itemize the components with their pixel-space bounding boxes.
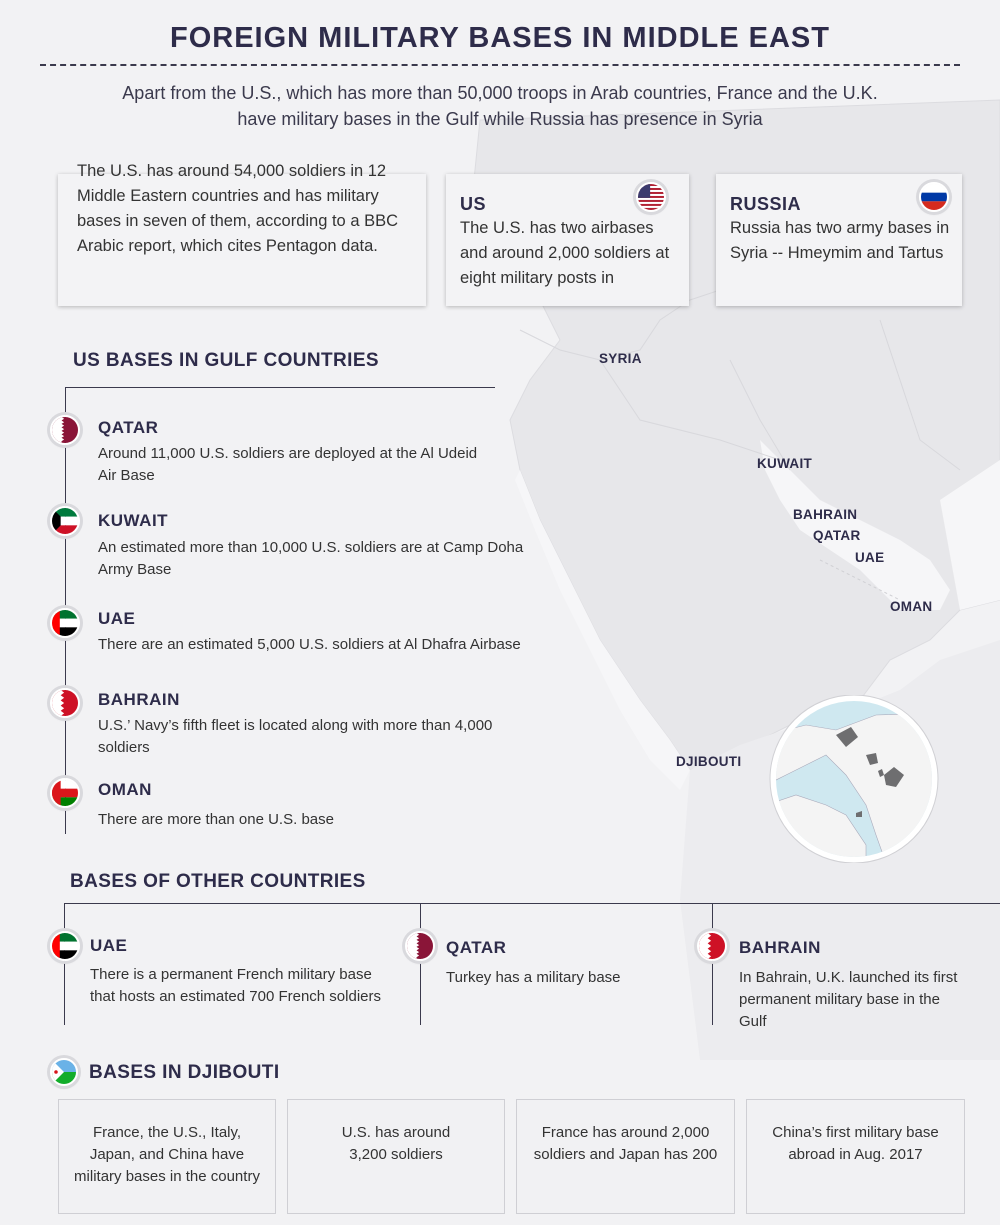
other-base-qatar-text: Turkey has a military base: [446, 969, 621, 986]
page-title: FOREIGN MILITARY BASES IN MIDDLE EAST: [170, 22, 830, 54]
us-base-kuwait-title: KUWAIT: [98, 511, 169, 530]
other-bases-heading: BASES OF OTHER COUNTRIES: [70, 871, 366, 892]
qatar-flag-icon: [50, 415, 80, 445]
us-base-bahrain-text: U.S.’ Navy’s fifth fleet is located along with more than 4,000 soldiers: [98, 717, 493, 756]
intro-card-text: The U.S. has around 54,000 soldiers in 12 Middle Eastern countries and has military bases in seven of them, according to a BBC Arabic report, which cites Pentagon data.: [77, 162, 399, 255]
other-base-bahrain-title: BAHRAIN: [739, 938, 821, 957]
map-label-bahrain: BAHRAIN: [793, 507, 858, 522]
locator-map-inset: [766, 695, 942, 863]
djibouti-box-4-text: China’s first military base abroad in Aug. 2017: [772, 1124, 939, 1163]
us-card: [446, 174, 689, 306]
us-base-bahrain-title: BAHRAIN: [98, 690, 180, 709]
other-base-bahrain-text: In Bahrain, U.K. launched its first permanent military base in the Gulf: [739, 969, 958, 1030]
page-subtitle: [60, 80, 940, 132]
subtitle-line-2: have military bases in the Gulf while Russia has presence in Syria: [237, 109, 763, 129]
us-card-heading: US: [460, 194, 487, 214]
djibouti-box-2-text: U.S. has around 3,200 soldiers: [341, 1124, 451, 1163]
other-bases-divider-2: [420, 903, 421, 1025]
djibouti-box-3: [516, 1099, 735, 1214]
us-card-text: The U.S. has two airbases and around 2,000 soldiers at eight military posts in: [460, 219, 670, 287]
djibouti-heading: BASES IN DJIBOUTI: [89, 1062, 280, 1083]
other-bases-divider-1: [64, 903, 65, 1025]
other-base-uae-title: UAE: [90, 936, 128, 955]
uae-flag-icon: [50, 608, 80, 638]
title-divider: [40, 64, 960, 66]
bahrain-flag-icon: [697, 931, 727, 961]
us-base-uae-text: There are an estimated 5,000 U.S. soldiers at Al Dhafra Airbase: [98, 636, 521, 653]
russia-flag-icon: [919, 182, 949, 212]
other-base-uae-text: There is a permanent French military base that hosts an estimated 700 French soldiers: [90, 966, 381, 1005]
russia-card: [716, 174, 962, 306]
djibouti-box-4: [746, 1099, 965, 1214]
us-base-qatar-title: QATAR: [98, 418, 159, 437]
map-label-oman: OMAN: [890, 599, 933, 614]
bahrain-flag-icon: [50, 688, 80, 718]
djibouti-box-2: [287, 1099, 505, 1214]
djibouti-box-3-text: France has around 2,000 soldiers and Japan has 200: [533, 1124, 718, 1163]
other-bases-top-rule: [64, 903, 1000, 904]
us-flag-icon: [636, 182, 666, 212]
us-base-oman-text: There are more than one U.S. base: [98, 811, 334, 828]
russia-card-text: Russia has two army bases in Syria -- Hmeymim and Tartus: [730, 219, 950, 262]
djibouti-box-1-text: France, the U.S., Italy, Japan, and China have military bases in the country: [74, 1124, 260, 1185]
map-label-qatar: QATAR: [813, 528, 861, 543]
map-label-djibouti: DJIBOUTI: [676, 754, 742, 769]
djibouti-box-1: [58, 1099, 276, 1214]
russia-card-heading: RUSSIA: [730, 194, 802, 214]
other-bases-divider-3: [712, 903, 713, 1025]
djibouti-flag-icon: [50, 1058, 78, 1086]
us-base-kuwait-text: An estimated more than 10,000 U.S. soldiers are at Camp Doha Army Base: [98, 539, 524, 578]
map-label-uae: UAE: [855, 550, 885, 565]
qatar-flag-icon: [405, 931, 435, 961]
map-label-kuwait: KUWAIT: [757, 456, 813, 471]
oman-flag-icon: [50, 778, 80, 808]
subtitle-line-1: Apart from the U.S., which has more than 50,000 troops in Arab countries, France and the U.K.: [122, 83, 878, 103]
us-bases-heading: US BASES IN GULF COUNTRIES: [73, 350, 379, 371]
us-base-oman-title: OMAN: [98, 780, 152, 799]
map-label-syria: SYRIA: [599, 351, 642, 366]
us-base-uae-title: UAE: [98, 609, 136, 628]
uae-flag-icon: [50, 931, 80, 961]
us-bases-top-rule: [65, 387, 495, 388]
us-base-qatar-text: Around 11,000 U.S. soldiers are deployed at the Al Udeid Air Base: [98, 445, 478, 484]
other-base-qatar-title: QATAR: [446, 938, 507, 957]
kuwait-flag-icon: [50, 506, 80, 536]
